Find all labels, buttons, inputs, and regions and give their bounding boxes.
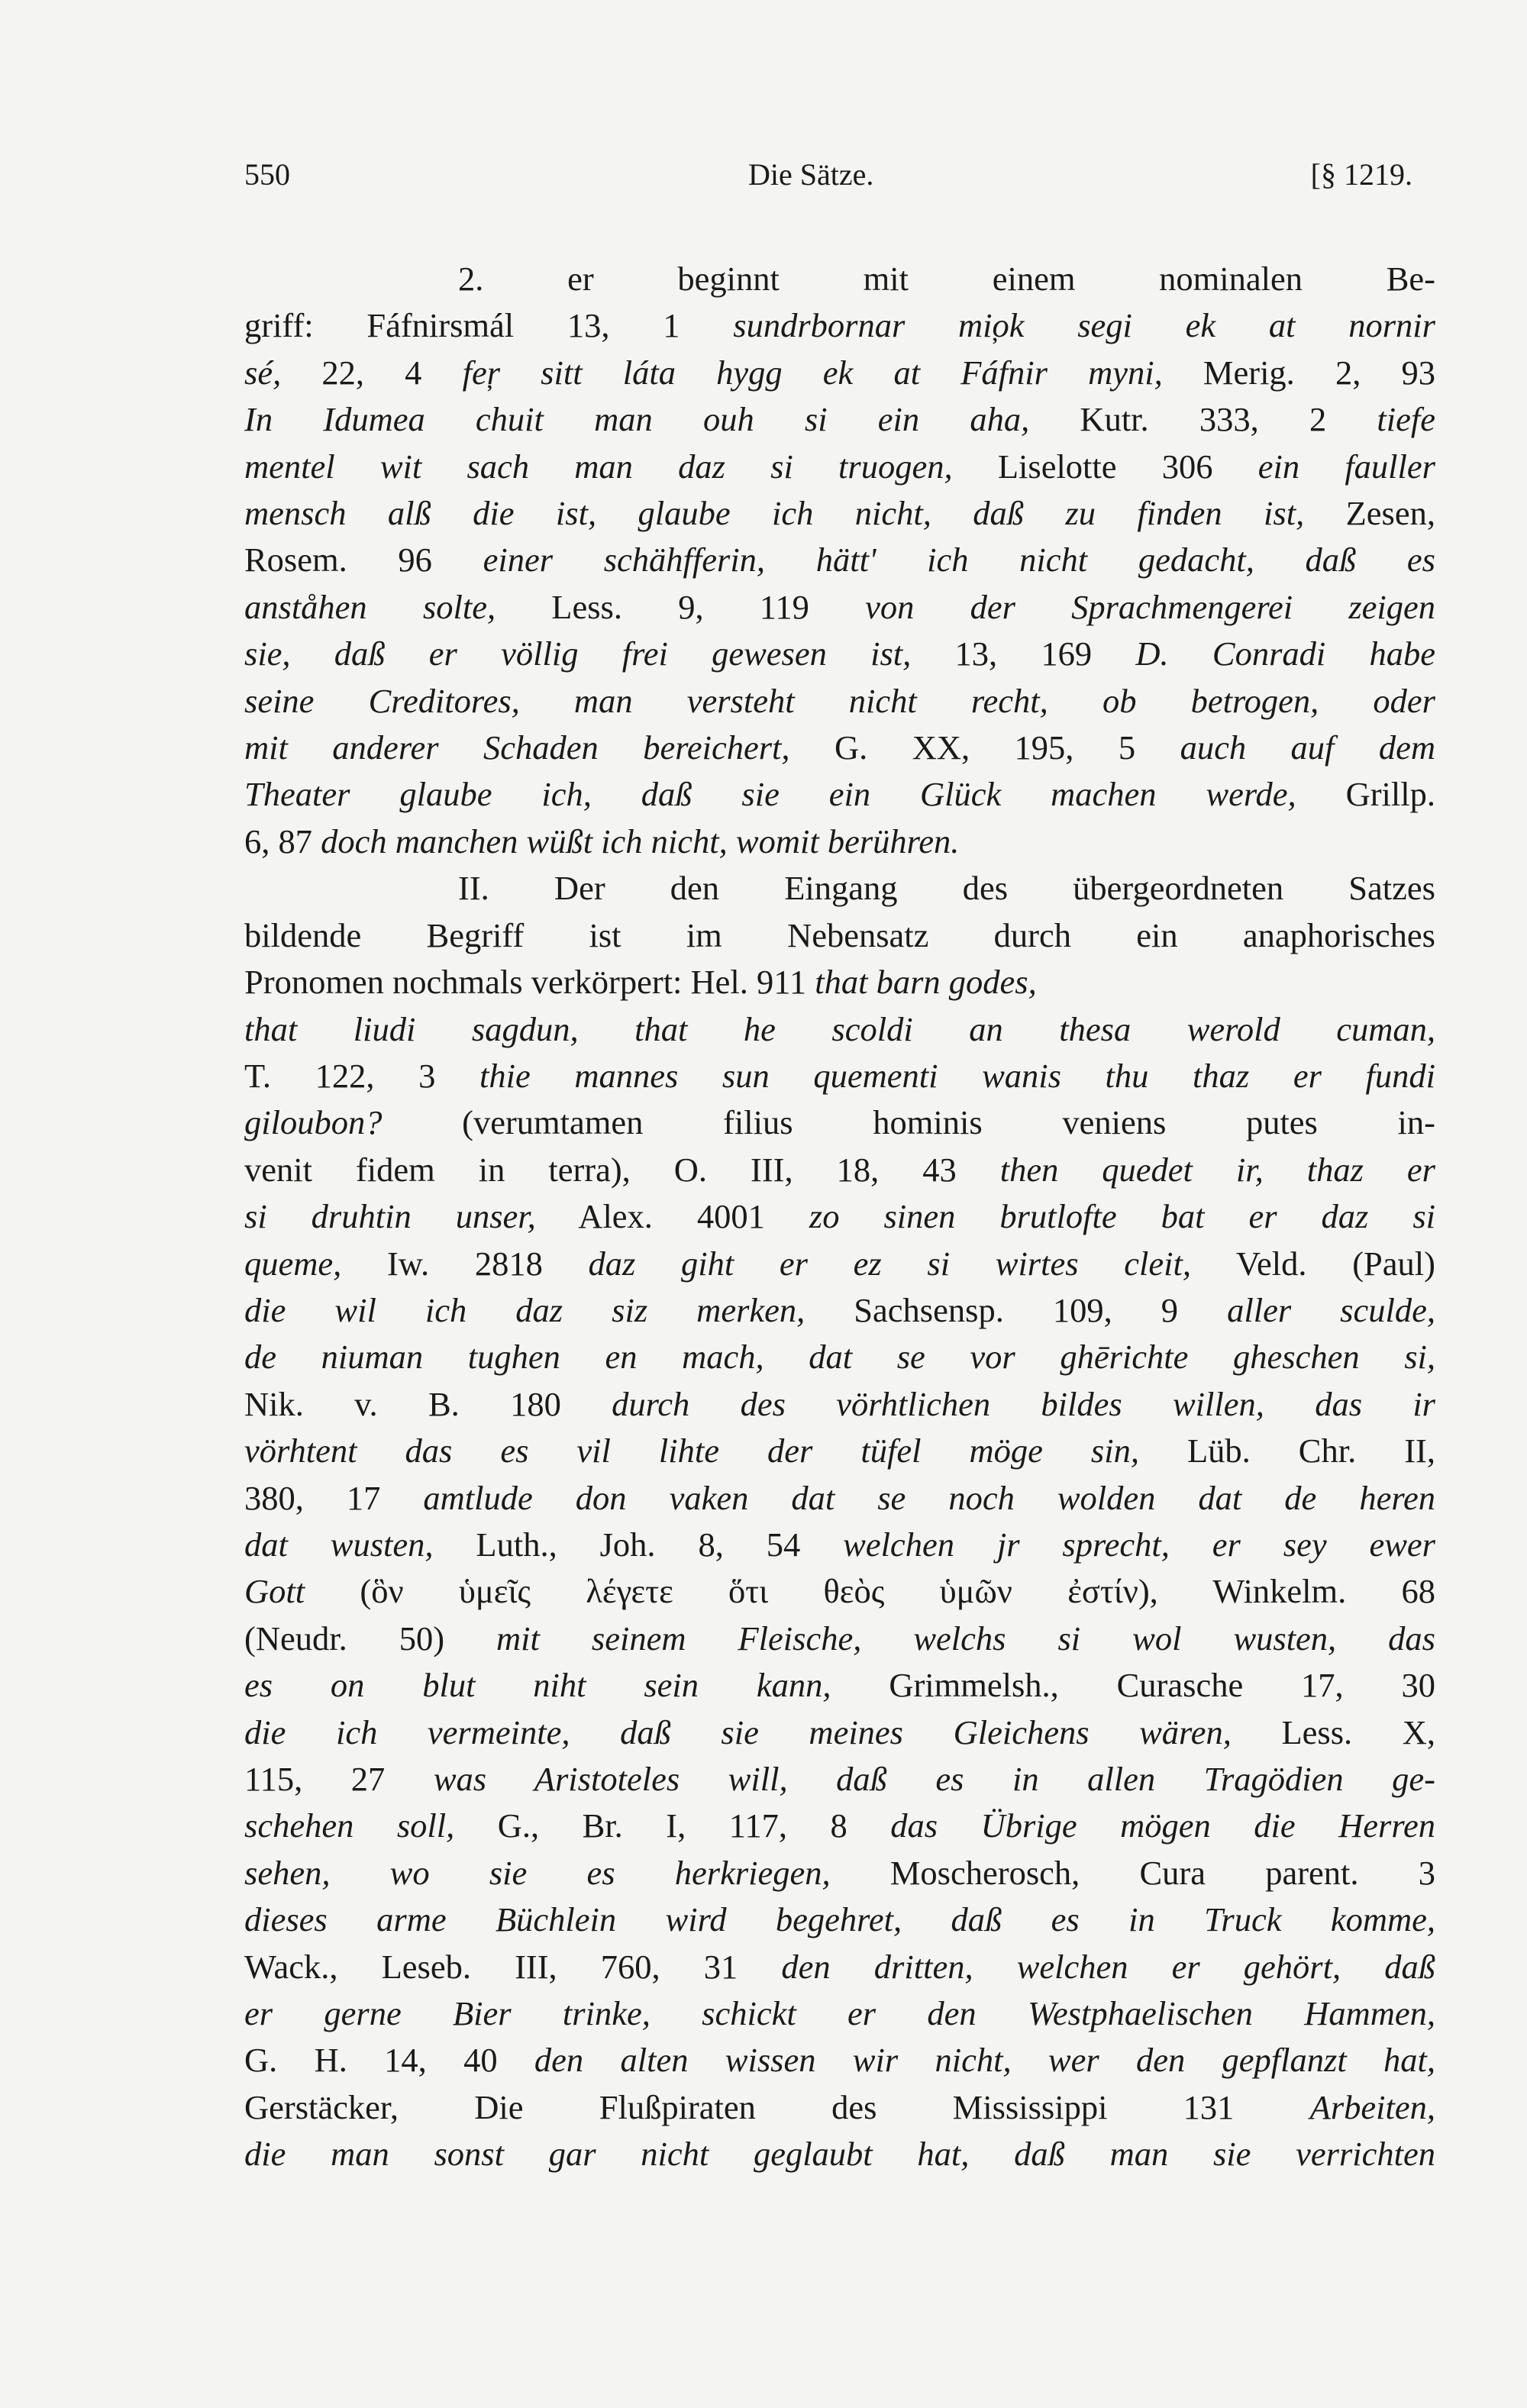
text-line (244, 1147, 1435, 1193)
text-line (244, 1334, 1435, 1380)
text-line (244, 1006, 1435, 1053)
italic-quotation: Theater glaube ich, daß sie ein Glück machen werde, (244, 775, 1296, 814)
italic-quotation: si druhtin unser, (244, 1197, 536, 1236)
text-segment: 22, 4 (281, 353, 463, 392)
page-number: 550 (244, 157, 290, 192)
italic-quotation: giloubon? (244, 1103, 383, 1142)
text-segment: Merig. 2, 93 (1162, 353, 1436, 392)
text-line (244, 1990, 1435, 2037)
text-segment: T. 122, 3 (244, 1056, 479, 1095)
text-line (244, 1803, 1435, 1849)
text-segment: Pronomen nochmals verkörpert: Hel. 911 (244, 963, 815, 1002)
italic-quotation: seine Creditores, man versteht nicht recht, ob betrogen, oder (244, 681, 1435, 720)
text-line (244, 1616, 1435, 1662)
italic-quotation: sundrbornar mi̦ok segi ek at nornir (733, 306, 1435, 345)
text-line (244, 2131, 1435, 2177)
italic-quotation: sé, (244, 353, 282, 392)
text-line (244, 1099, 1435, 1146)
text-segment: Less. X, (1231, 1712, 1435, 1751)
text-segment: Nik. v. B. 180 (244, 1384, 612, 1423)
text-segment: 2. er beginnt mit einem nominalen Be- (458, 260, 1435, 298)
italic-quotation: Gott (244, 1572, 305, 1611)
section-reference: [§ 1219. (1310, 157, 1412, 192)
text-line (244, 1475, 1435, 1522)
text-line (244, 818, 1435, 865)
italic-quotation: welchen jr sprecht, er sey ewer (843, 1525, 1435, 1564)
text-line (244, 2084, 1435, 2131)
text-line (244, 1193, 1435, 1240)
text-segment: Wack., Leseb. III, 760, 31 (244, 1947, 782, 1986)
text-line (244, 1756, 1435, 1803)
italic-quotation: amtlude don vaken dat se noch wolden dat de heren (423, 1478, 1435, 1517)
text-line (244, 1241, 1435, 1287)
text-line (244, 350, 1435, 396)
text-line (244, 1381, 1435, 1428)
italic-quotation: zo sinen brutlofte bat er daz si (809, 1197, 1435, 1236)
text-segment: II. Der den Eingang des übergeordneten Satzes (458, 869, 1435, 908)
italic-quotation: schehen soll, (244, 1806, 455, 1845)
text-line (244, 537, 1435, 583)
italic-quotation: Arbeiten, (1309, 2087, 1435, 2126)
text-segment: Gerstäcker, Die Flußpiraten des Mississippi 131 (244, 2087, 1310, 2126)
text-segment: Liselotte 306 (952, 447, 1258, 486)
text-line (244, 490, 1435, 537)
italic-quotation: dieses arme Büchlein wird begehret, daß es in Truck komme, (244, 1900, 1435, 1939)
italic-quotation: that barn godes, (815, 963, 1037, 1002)
text-line (244, 396, 1435, 443)
text-line (244, 1896, 1435, 1943)
italic-quotation: tiefe (1377, 400, 1435, 439)
text-segment: Sachsensp. 109, 9 (805, 1290, 1228, 1329)
italic-quotation: vörhtent das es vil lihte der tüfel möge sin, (244, 1432, 1139, 1470)
text-line (244, 584, 1435, 631)
text-line (244, 444, 1435, 490)
italic-quotation: queme, (244, 1244, 342, 1283)
italic-quotation: anståhen solte, (244, 587, 496, 626)
italic-quotation: de niuman tughen en mach, dat se vor ghērichte gheschen si, (244, 1338, 1435, 1377)
italic-quotation: den alten wissen wir nicht, wer den gepflanzt hat, (534, 2041, 1435, 2080)
text-line (244, 1522, 1435, 1568)
text-segment: venit fidem in terra), O. III, 18, 43 (244, 1150, 1000, 1189)
text-line (244, 1850, 1435, 1896)
text-line (244, 1709, 1435, 1756)
italic-quotation: ein fauller (1257, 447, 1435, 486)
text-line (244, 1287, 1435, 1334)
text-line (244, 1944, 1435, 1990)
italic-quotation: mit anderer Schaden bereichert, (244, 728, 790, 767)
running-title: Die Sätze. (748, 157, 874, 192)
italic-quotation: es on blut niht sein kann, (244, 1666, 831, 1705)
text-segment: Lüb. Chr. II, (1138, 1432, 1435, 1470)
italic-quotation: aller sculde, (1227, 1290, 1435, 1329)
italic-quotation: In Idumea chuit man ouh si ein aha, (244, 400, 1030, 439)
text-segment: Iw. 2818 (341, 1244, 589, 1283)
text-segment: bildende Begriff ist im Nebensatz durch ein anaphorisches (244, 915, 1435, 954)
italic-quotation: mentel wit sach man daz si truogen, (244, 447, 953, 486)
italic-quotation: die man sonst gar nicht geglaubt hat, daß man sie verrichten (244, 2135, 1435, 2174)
text-line (244, 678, 1435, 725)
italic-quotation: die wil ich daz siz merken, (244, 1290, 805, 1329)
italic-quotation: das Übrige mögen die Herren (890, 1806, 1435, 1845)
text-line (244, 1428, 1435, 1474)
text-line (244, 865, 1435, 912)
text-line (244, 959, 1435, 1005)
text-line (244, 2037, 1435, 2084)
italic-quotation: einer schähfferin, hätt' ich nicht gedacht, daß es (483, 541, 1435, 579)
text-segment: (ὃν ὑμεῖς λέγετε ὅτι θεὸς ὑμῶν ἐστίν), Winkelm. 68 (305, 1572, 1435, 1611)
text-segment: 115, 27 (244, 1760, 434, 1798)
italic-quotation: daz giht er ez si wirtes cleit, (588, 1244, 1191, 1283)
text-segment: Grillp. (1296, 775, 1436, 814)
text-line (244, 1568, 1435, 1615)
text-segment: G., Br. I, 117, 8 (454, 1806, 891, 1845)
text-segment: 6, 87 (244, 821, 321, 860)
running-header (244, 157, 1412, 202)
text-segment: griff: Fáfnirsmál 13, 1 (244, 306, 734, 345)
text-segment: Luth., Joh. 8, 54 (433, 1525, 844, 1564)
text-line (244, 302, 1435, 349)
text-segment: Grimmelsh., Curasche 17, 30 (831, 1666, 1435, 1705)
italic-quotation: auch auf dem (1180, 728, 1435, 767)
italic-quotation: dat wusten, (244, 1525, 434, 1564)
italic-quotation: durch des vörhtlichen bildes willen, das ir (612, 1384, 1435, 1423)
text-segment: 13, 169 (911, 634, 1136, 673)
italic-quotation: mit seinem Fleische, welchs si wol wusten, das (496, 1619, 1436, 1658)
italic-quotation: fe̦r sitt láta hygg ek at Fáfnir myni, (462, 353, 1163, 392)
text-line (244, 631, 1435, 677)
text-line (244, 256, 1435, 302)
italic-quotation: that liudi sagdun, that he scoldi an thesa werold cuman, (244, 1009, 1435, 1048)
italic-quotation: mensch alß die ist, glaube ich nicht, daß zu finden ist, (244, 494, 1305, 533)
text-segment: (Neudr. 50) (244, 1619, 497, 1658)
text-segment: Veld. (Paul) (1190, 1244, 1435, 1283)
text-segment: G. H. 14, 40 (244, 2041, 534, 2080)
text-segment: Alex. 4001 (535, 1197, 809, 1236)
text-segment: Less. 9, 119 (496, 587, 866, 626)
italic-quotation: doch manchen wüßt ich nicht, womit berühren. (321, 821, 960, 860)
text-line (244, 771, 1435, 818)
text-segment: 380, 17 (244, 1478, 424, 1517)
body-text (244, 256, 1435, 2178)
italic-quotation: von der Sprachmengerei zeigen (865, 587, 1435, 626)
text-segment: Zesen, (1304, 494, 1435, 533)
text-line (244, 1662, 1435, 1709)
text-segment: (verumtamen filius hominis veniens putes in- (382, 1103, 1435, 1142)
italic-quotation: er gerne Bier trinke, schickt er den Westphaelischen Hammen, (244, 1994, 1435, 2033)
italic-quotation: die ich vermeinte, daß sie meines Gleichens wären, (244, 1712, 1232, 1751)
italic-quotation: sehen, wo sie es herkriegen, (244, 1853, 831, 1892)
text-segment: Kutr. 333, 2 (1029, 400, 1377, 439)
text-line (244, 725, 1435, 771)
italic-quotation: sie, daß er völlig frei gewesen ist, (244, 634, 912, 673)
text-segment: G. XX, 195, 5 (789, 728, 1180, 767)
italic-quotation: D. Conradi habe (1135, 634, 1436, 673)
italic-quotation: then quedet ir, thaz er (999, 1150, 1436, 1189)
text-line (244, 1053, 1435, 1099)
italic-quotation: thie mannes sun quementi wanis thu thaz er fundi (479, 1056, 1435, 1095)
text-segment: Moscherosch, Cura parent. 3 (830, 1853, 1435, 1892)
text-line (244, 912, 1435, 959)
text-segment: Rosem. 96 (244, 541, 483, 579)
italic-quotation: was Aristoteles will, daß es in allen Tragödien ge- (433, 1760, 1436, 1798)
italic-quotation: den dritten, welchen er gehört, daß (781, 1947, 1435, 1986)
